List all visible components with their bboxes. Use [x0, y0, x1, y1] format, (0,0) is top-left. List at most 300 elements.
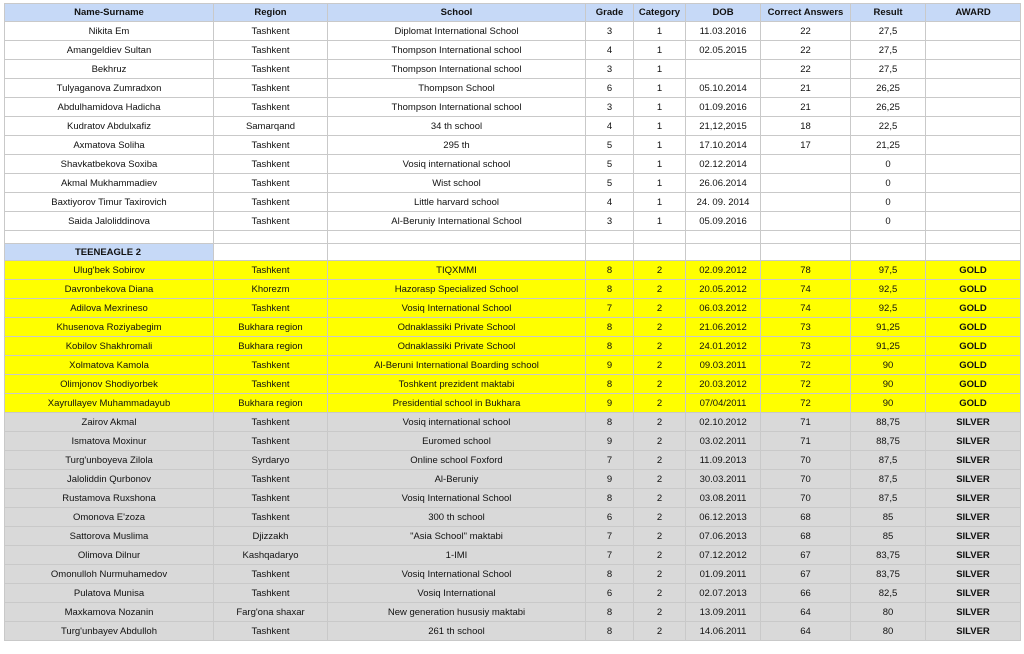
- cell-result[interactable]: 88,75: [851, 413, 926, 432]
- cell-grade[interactable]: 8: [586, 375, 634, 394]
- cell-award[interactable]: SILVER: [926, 584, 1021, 603]
- cell-award[interactable]: [926, 98, 1021, 117]
- cell-dob[interactable]: 02.05.2015: [686, 41, 761, 60]
- cell-name[interactable]: Zairov Akmal: [5, 413, 214, 432]
- cell-result[interactable]: 83,75: [851, 565, 926, 584]
- cell-name[interactable]: Ulug'bek Sobirov: [5, 261, 214, 280]
- cell-name[interactable]: Kudratov Abdulxafiz: [5, 117, 214, 136]
- cell-school[interactable]: Thompson International school: [328, 41, 586, 60]
- cell-result[interactable]: 27,5: [851, 60, 926, 79]
- cell-region[interactable]: Tashkent: [214, 470, 328, 489]
- cell-result[interactable]: 26,25: [851, 98, 926, 117]
- cell-correct[interactable]: 21: [761, 98, 851, 117]
- cell-dob[interactable]: 03.08.2011: [686, 489, 761, 508]
- cell-correct[interactable]: 74: [761, 299, 851, 318]
- column-header-school[interactable]: School: [328, 4, 586, 22]
- cell-correct[interactable]: 21: [761, 79, 851, 98]
- cell-grade[interactable]: 3: [586, 98, 634, 117]
- cell-name[interactable]: Turg'unbayev Abdulloh: [5, 622, 214, 641]
- cell-category[interactable]: 2: [634, 451, 686, 470]
- cell-dob[interactable]: 02.12.2014: [686, 155, 761, 174]
- cell-award[interactable]: GOLD: [926, 356, 1021, 375]
- cell-school[interactable]: Al-Beruniy International School: [328, 212, 586, 231]
- cell-name[interactable]: Jaloliddin Qurbonov: [5, 470, 214, 489]
- cell-region[interactable]: Tashkent: [214, 79, 328, 98]
- cell-category[interactable]: 1: [634, 22, 686, 41]
- cell-school[interactable]: Vosiq International School: [328, 565, 586, 584]
- cell-award[interactable]: [926, 117, 1021, 136]
- cell-grade[interactable]: 8: [586, 565, 634, 584]
- cell-category[interactable]: 2: [634, 508, 686, 527]
- cell-correct[interactable]: 64: [761, 603, 851, 622]
- cell-category[interactable]: 2: [634, 280, 686, 299]
- cell-region[interactable]: Bukhara region: [214, 337, 328, 356]
- empty-cell[interactable]: [214, 244, 328, 261]
- cell-category[interactable]: 1: [634, 136, 686, 155]
- cell-award[interactable]: SILVER: [926, 565, 1021, 584]
- cell-award[interactable]: SILVER: [926, 622, 1021, 641]
- cell-category[interactable]: 2: [634, 584, 686, 603]
- cell-result[interactable]: 80: [851, 622, 926, 641]
- cell-region[interactable]: Tashkent: [214, 565, 328, 584]
- cell-result[interactable]: 90: [851, 394, 926, 413]
- cell-school[interactable]: Vosiq international school: [328, 155, 586, 174]
- cell-dob[interactable]: 02.07.2013: [686, 584, 761, 603]
- cell-award[interactable]: SILVER: [926, 603, 1021, 622]
- cell-name[interactable]: Khusenova Roziyabegim: [5, 318, 214, 337]
- cell-correct[interactable]: 70: [761, 451, 851, 470]
- cell-category[interactable]: 2: [634, 394, 686, 413]
- empty-cell[interactable]: [214, 231, 328, 244]
- cell-correct[interactable]: [761, 155, 851, 174]
- cell-grade[interactable]: 5: [586, 155, 634, 174]
- cell-name[interactable]: Baxtiyorov Timur Taxirovich: [5, 193, 214, 212]
- cell-name[interactable]: Amangeldiev Sultan: [5, 41, 214, 60]
- cell-grade[interactable]: 8: [586, 413, 634, 432]
- cell-result[interactable]: 0: [851, 174, 926, 193]
- cell-result[interactable]: 87,5: [851, 451, 926, 470]
- cell-grade[interactable]: 5: [586, 174, 634, 193]
- cell-grade[interactable]: 8: [586, 489, 634, 508]
- cell-name[interactable]: Adilova Mexrineso: [5, 299, 214, 318]
- cell-award[interactable]: SILVER: [926, 508, 1021, 527]
- cell-result[interactable]: 0: [851, 193, 926, 212]
- cell-result[interactable]: 26,25: [851, 79, 926, 98]
- cell-dob[interactable]: 14.06.2011: [686, 622, 761, 641]
- cell-correct[interactable]: 72: [761, 375, 851, 394]
- cell-region[interactable]: Tashkent: [214, 299, 328, 318]
- cell-result[interactable]: 92,5: [851, 299, 926, 318]
- cell-school[interactable]: 295 th: [328, 136, 586, 155]
- cell-result[interactable]: 0: [851, 212, 926, 231]
- cell-region[interactable]: Bukhara region: [214, 318, 328, 337]
- cell-name[interactable]: Olimova Dilnur: [5, 546, 214, 565]
- cell-name[interactable]: Omonova E'zoza: [5, 508, 214, 527]
- cell-grade[interactable]: 9: [586, 356, 634, 375]
- cell-name[interactable]: Maxkamova Nozanin: [5, 603, 214, 622]
- cell-grade[interactable]: 4: [586, 193, 634, 212]
- cell-name[interactable]: Tulyaganova Zumradxon: [5, 79, 214, 98]
- cell-school[interactable]: 261 th school: [328, 622, 586, 641]
- cell-dob[interactable]: 17.10.2014: [686, 136, 761, 155]
- cell-grade[interactable]: 7: [586, 299, 634, 318]
- empty-cell[interactable]: [926, 244, 1021, 261]
- cell-region[interactable]: Tashkent: [214, 98, 328, 117]
- column-header-name[interactable]: Name-Surname: [5, 4, 214, 22]
- empty-cell[interactable]: [328, 231, 586, 244]
- cell-name[interactable]: Turg'unboyeva Zilola: [5, 451, 214, 470]
- cell-school[interactable]: Al-Beruni International Boarding school: [328, 356, 586, 375]
- cell-grade[interactable]: 7: [586, 527, 634, 546]
- cell-award[interactable]: SILVER: [926, 413, 1021, 432]
- cell-award[interactable]: GOLD: [926, 280, 1021, 299]
- cell-dob[interactable]: 07/04/2011: [686, 394, 761, 413]
- cell-name[interactable]: Nikita Em: [5, 22, 214, 41]
- cell-result[interactable]: 90: [851, 375, 926, 394]
- cell-school[interactable]: Wist school: [328, 174, 586, 193]
- cell-award[interactable]: GOLD: [926, 394, 1021, 413]
- cell-dob[interactable]: 02.10.2012: [686, 413, 761, 432]
- cell-category[interactable]: 2: [634, 565, 686, 584]
- cell-grade[interactable]: 9: [586, 470, 634, 489]
- cell-result[interactable]: 87,5: [851, 489, 926, 508]
- cell-category[interactable]: 2: [634, 489, 686, 508]
- cell-category[interactable]: 2: [634, 375, 686, 394]
- cell-region[interactable]: Tashkent: [214, 193, 328, 212]
- section-label[interactable]: TEENEAGLE 2: [5, 244, 214, 261]
- cell-correct[interactable]: 22: [761, 22, 851, 41]
- cell-award[interactable]: GOLD: [926, 337, 1021, 356]
- cell-region[interactable]: Tashkent: [214, 584, 328, 603]
- cell-grade[interactable]: 3: [586, 22, 634, 41]
- cell-result[interactable]: 22,5: [851, 117, 926, 136]
- cell-dob[interactable]: 06.03.2012: [686, 299, 761, 318]
- column-header-dob[interactable]: DOB: [686, 4, 761, 22]
- cell-award[interactable]: SILVER: [926, 527, 1021, 546]
- empty-cell[interactable]: [586, 231, 634, 244]
- cell-grade[interactable]: 4: [586, 117, 634, 136]
- column-header-result[interactable]: Result: [851, 4, 926, 22]
- cell-correct[interactable]: 70: [761, 489, 851, 508]
- cell-category[interactable]: 1: [634, 98, 686, 117]
- cell-region[interactable]: Syrdaryo: [214, 451, 328, 470]
- cell-dob[interactable]: 06.12.2013: [686, 508, 761, 527]
- cell-award[interactable]: [926, 60, 1021, 79]
- cell-award[interactable]: [926, 193, 1021, 212]
- cell-region[interactable]: Tashkent: [214, 155, 328, 174]
- cell-grade[interactable]: 5: [586, 136, 634, 155]
- cell-award[interactable]: [926, 155, 1021, 174]
- cell-school[interactable]: Diplomat International School: [328, 22, 586, 41]
- cell-school[interactable]: Hazorasp Specialized School: [328, 280, 586, 299]
- cell-correct[interactable]: 78: [761, 261, 851, 280]
- cell-correct[interactable]: 68: [761, 508, 851, 527]
- cell-school[interactable]: TIQXMMI: [328, 261, 586, 280]
- cell-school[interactable]: Presidential school in Bukhara: [328, 394, 586, 413]
- cell-result[interactable]: 91,25: [851, 318, 926, 337]
- cell-region[interactable]: Tashkent: [214, 413, 328, 432]
- cell-dob[interactable]: 24. 09. 2014: [686, 193, 761, 212]
- cell-correct[interactable]: 66: [761, 584, 851, 603]
- cell-category[interactable]: 2: [634, 356, 686, 375]
- cell-region[interactable]: Djizzakh: [214, 527, 328, 546]
- cell-result[interactable]: 90: [851, 356, 926, 375]
- cell-category[interactable]: 1: [634, 79, 686, 98]
- empty-cell[interactable]: [851, 231, 926, 244]
- cell-award[interactable]: SILVER: [926, 489, 1021, 508]
- cell-school[interactable]: Vosiq international school: [328, 413, 586, 432]
- cell-name[interactable]: Xayrullayev Muhammadayub: [5, 394, 214, 413]
- cell-correct[interactable]: 68: [761, 527, 851, 546]
- cell-name[interactable]: Rustamova Ruxshona: [5, 489, 214, 508]
- cell-result[interactable]: 87,5: [851, 470, 926, 489]
- cell-region[interactable]: Bukhara region: [214, 394, 328, 413]
- cell-award[interactable]: [926, 212, 1021, 231]
- cell-name[interactable]: Kobilov Shakhromali: [5, 337, 214, 356]
- cell-correct[interactable]: 70: [761, 470, 851, 489]
- cell-award[interactable]: [926, 174, 1021, 193]
- cell-result[interactable]: 82,5: [851, 584, 926, 603]
- cell-dob[interactable]: 20.05.2012: [686, 280, 761, 299]
- cell-region[interactable]: Farg'ona shaxar: [214, 603, 328, 622]
- cell-name[interactable]: Davronbekova Diana: [5, 280, 214, 299]
- cell-result[interactable]: 80: [851, 603, 926, 622]
- cell-correct[interactable]: 17: [761, 136, 851, 155]
- cell-category[interactable]: 2: [634, 413, 686, 432]
- cell-result[interactable]: 0: [851, 155, 926, 174]
- cell-dob[interactable]: 07.12.2012: [686, 546, 761, 565]
- cell-school[interactable]: Euromed school: [328, 432, 586, 451]
- cell-grade[interactable]: 8: [586, 280, 634, 299]
- empty-cell[interactable]: [5, 231, 214, 244]
- cell-category[interactable]: 2: [634, 432, 686, 451]
- cell-region[interactable]: Tashkent: [214, 508, 328, 527]
- cell-dob[interactable]: 13.09.2011: [686, 603, 761, 622]
- cell-region[interactable]: Tashkent: [214, 22, 328, 41]
- empty-cell[interactable]: [761, 231, 851, 244]
- cell-category[interactable]: 2: [634, 527, 686, 546]
- cell-name[interactable]: Sattorova Muslima: [5, 527, 214, 546]
- cell-dob[interactable]: 24.01.2012: [686, 337, 761, 356]
- cell-region[interactable]: Tashkent: [214, 489, 328, 508]
- cell-award[interactable]: GOLD: [926, 299, 1021, 318]
- column-header-award[interactable]: AWARD: [926, 4, 1021, 22]
- cell-category[interactable]: 2: [634, 470, 686, 489]
- cell-region[interactable]: Tashkent: [214, 375, 328, 394]
- column-header-correct-answers[interactable]: Correct Answers: [761, 4, 851, 22]
- cell-dob[interactable]: 05.10.2014: [686, 79, 761, 98]
- cell-name[interactable]: Abdulhamidova Hadicha: [5, 98, 214, 117]
- cell-result[interactable]: 27,5: [851, 41, 926, 60]
- cell-award[interactable]: [926, 79, 1021, 98]
- cell-school[interactable]: "Asia School" maktabi: [328, 527, 586, 546]
- cell-category[interactable]: 1: [634, 193, 686, 212]
- empty-cell[interactable]: [634, 231, 686, 244]
- cell-name[interactable]: Pulatova Munisa: [5, 584, 214, 603]
- cell-region[interactable]: Tashkent: [214, 356, 328, 375]
- cell-grade[interactable]: 4: [586, 41, 634, 60]
- column-header-region[interactable]: Region: [214, 4, 328, 22]
- empty-cell[interactable]: [686, 231, 761, 244]
- cell-region[interactable]: Tashkent: [214, 261, 328, 280]
- cell-school[interactable]: Thompson School: [328, 79, 586, 98]
- cell-name[interactable]: Shavkatbekova Soxiba: [5, 155, 214, 174]
- cell-dob[interactable]: [686, 60, 761, 79]
- cell-category[interactable]: 2: [634, 337, 686, 356]
- cell-school[interactable]: Toshkent prezident maktabi: [328, 375, 586, 394]
- cell-correct[interactable]: [761, 212, 851, 231]
- cell-region[interactable]: Tashkent: [214, 60, 328, 79]
- cell-result[interactable]: 92,5: [851, 280, 926, 299]
- cell-category[interactable]: 2: [634, 546, 686, 565]
- cell-dob[interactable]: 07.06.2013: [686, 527, 761, 546]
- cell-award[interactable]: [926, 41, 1021, 60]
- cell-result[interactable]: 85: [851, 508, 926, 527]
- cell-correct[interactable]: 64: [761, 622, 851, 641]
- cell-dob[interactable]: 05.09.2016: [686, 212, 761, 231]
- cell-category[interactable]: 1: [634, 60, 686, 79]
- cell-dob[interactable]: 21.06.2012: [686, 318, 761, 337]
- cell-school[interactable]: New generation hususiy maktabi: [328, 603, 586, 622]
- cell-category[interactable]: 1: [634, 212, 686, 231]
- cell-award[interactable]: SILVER: [926, 432, 1021, 451]
- cell-school[interactable]: Vosiq International School: [328, 299, 586, 318]
- cell-award[interactable]: [926, 136, 1021, 155]
- cell-award[interactable]: SILVER: [926, 546, 1021, 565]
- cell-region[interactable]: Tashkent: [214, 136, 328, 155]
- cell-correct[interactable]: 71: [761, 413, 851, 432]
- column-header-category[interactable]: Category: [634, 4, 686, 22]
- cell-region[interactable]: Tashkent: [214, 41, 328, 60]
- empty-cell[interactable]: [761, 244, 851, 261]
- cell-grade[interactable]: 3: [586, 212, 634, 231]
- cell-name[interactable]: Saida Jaloliddinova: [5, 212, 214, 231]
- cell-correct[interactable]: 72: [761, 394, 851, 413]
- cell-dob[interactable]: 26.06.2014: [686, 174, 761, 193]
- cell-correct[interactable]: 72: [761, 356, 851, 375]
- cell-correct[interactable]: 74: [761, 280, 851, 299]
- cell-dob[interactable]: 21,12,2015: [686, 117, 761, 136]
- cell-region[interactable]: Khorezm: [214, 280, 328, 299]
- empty-cell[interactable]: [926, 231, 1021, 244]
- cell-school[interactable]: Vosiq International: [328, 584, 586, 603]
- cell-category[interactable]: 1: [634, 41, 686, 60]
- cell-correct[interactable]: [761, 174, 851, 193]
- cell-award[interactable]: SILVER: [926, 470, 1021, 489]
- cell-name[interactable]: Akmal Mukhammadiev: [5, 174, 214, 193]
- cell-award[interactable]: GOLD: [926, 318, 1021, 337]
- cell-correct[interactable]: 71: [761, 432, 851, 451]
- cell-grade[interactable]: 8: [586, 603, 634, 622]
- cell-dob[interactable]: 09.03.2011: [686, 356, 761, 375]
- cell-dob[interactable]: 01.09.2011: [686, 565, 761, 584]
- cell-school[interactable]: Odnaklassiki Private School: [328, 318, 586, 337]
- cell-dob[interactable]: 01.09.2016: [686, 98, 761, 117]
- cell-region[interactable]: Kashqadaryo: [214, 546, 328, 565]
- cell-grade[interactable]: 8: [586, 622, 634, 641]
- cell-correct[interactable]: 73: [761, 337, 851, 356]
- column-header-grade[interactable]: Grade: [586, 4, 634, 22]
- empty-cell[interactable]: [686, 244, 761, 261]
- cell-dob[interactable]: 02.09.2012: [686, 261, 761, 280]
- empty-cell[interactable]: [634, 244, 686, 261]
- cell-result[interactable]: 91,25: [851, 337, 926, 356]
- cell-dob[interactable]: 30.03.2011: [686, 470, 761, 489]
- empty-cell[interactable]: [851, 244, 926, 261]
- cell-award[interactable]: GOLD: [926, 261, 1021, 280]
- cell-grade[interactable]: 9: [586, 432, 634, 451]
- cell-grade[interactable]: 8: [586, 261, 634, 280]
- empty-cell[interactable]: [328, 244, 586, 261]
- cell-school[interactable]: Thompson International school: [328, 60, 586, 79]
- cell-correct[interactable]: 73: [761, 318, 851, 337]
- empty-cell[interactable]: [586, 244, 634, 261]
- cell-award[interactable]: SILVER: [926, 451, 1021, 470]
- cell-school[interactable]: 34 th school: [328, 117, 586, 136]
- cell-grade[interactable]: 8: [586, 318, 634, 337]
- cell-name[interactable]: Xolmatova Kamola: [5, 356, 214, 375]
- cell-grade[interactable]: 3: [586, 60, 634, 79]
- cell-dob[interactable]: 03.02.2011: [686, 432, 761, 451]
- cell-result[interactable]: 21,25: [851, 136, 926, 155]
- cell-correct[interactable]: 67: [761, 546, 851, 565]
- cell-correct[interactable]: 67: [761, 565, 851, 584]
- cell-result[interactable]: 83,75: [851, 546, 926, 565]
- cell-dob[interactable]: 20.03.2012: [686, 375, 761, 394]
- cell-grade[interactable]: 9: [586, 394, 634, 413]
- cell-grade[interactable]: 7: [586, 451, 634, 470]
- cell-dob[interactable]: 11.03.2016: [686, 22, 761, 41]
- cell-category[interactable]: 2: [634, 603, 686, 622]
- cell-region[interactable]: Tashkent: [214, 432, 328, 451]
- cell-grade[interactable]: 7: [586, 546, 634, 565]
- cell-result[interactable]: 85: [851, 527, 926, 546]
- cell-result[interactable]: 97,5: [851, 261, 926, 280]
- cell-name[interactable]: Bekhruz: [5, 60, 214, 79]
- cell-school[interactable]: Little harvard school: [328, 193, 586, 212]
- cell-category[interactable]: 1: [634, 155, 686, 174]
- cell-school[interactable]: Vosiq International School: [328, 489, 586, 508]
- cell-category[interactable]: 1: [634, 117, 686, 136]
- cell-category[interactable]: 2: [634, 261, 686, 280]
- cell-category[interactable]: 2: [634, 622, 686, 641]
- cell-grade[interactable]: 6: [586, 584, 634, 603]
- cell-school[interactable]: Online school Foxford: [328, 451, 586, 470]
- cell-school[interactable]: Thompson International school: [328, 98, 586, 117]
- cell-name[interactable]: Omonulloh Nurmuhamedov: [5, 565, 214, 584]
- cell-school[interactable]: Al-Beruniy: [328, 470, 586, 489]
- cell-result[interactable]: 27,5: [851, 22, 926, 41]
- cell-region[interactable]: Samarqand: [214, 117, 328, 136]
- cell-correct[interactable]: 22: [761, 41, 851, 60]
- cell-school[interactable]: Odnaklassiki Private School: [328, 337, 586, 356]
- cell-category[interactable]: 1: [634, 174, 686, 193]
- cell-grade[interactable]: 6: [586, 508, 634, 527]
- cell-correct[interactable]: 22: [761, 60, 851, 79]
- cell-correct[interactable]: [761, 193, 851, 212]
- cell-grade[interactable]: 6: [586, 79, 634, 98]
- cell-grade[interactable]: 8: [586, 337, 634, 356]
- cell-correct[interactable]: 18: [761, 117, 851, 136]
- cell-region[interactable]: Tashkent: [214, 622, 328, 641]
- cell-school[interactable]: 300 th school: [328, 508, 586, 527]
- cell-name[interactable]: Ismatova Moxinur: [5, 432, 214, 451]
- cell-award[interactable]: GOLD: [926, 375, 1021, 394]
- cell-category[interactable]: 2: [634, 318, 686, 337]
- cell-category[interactable]: 2: [634, 299, 686, 318]
- cell-award[interactable]: [926, 22, 1021, 41]
- cell-name[interactable]: Olimjonov Shodiyorbek: [5, 375, 214, 394]
